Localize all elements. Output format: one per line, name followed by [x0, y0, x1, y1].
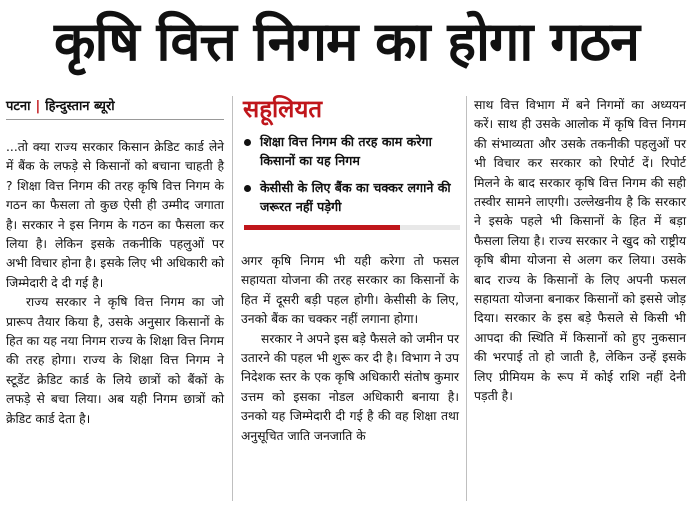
- byline: [6, 96, 115, 114]
- article-column-1: [6, 138, 224, 429]
- highlight-text: शिक्षा वित्त निगम की तरह काम करेगा किसानों का यह निगम: [260, 134, 432, 168]
- article-paragraph: ...तो क्या राज्य सरकार किसान क्रेडिट कार्ड लेने में बैंक के लफड़े से किसानों को बचाना चाहती है ? शिक्षा वित्त निगम की तरह कृषि वित्त निगम के गठन का फैसला तो कुछ ऐसी ही उम्मीद जगाता है। सरकार ने इस निगम के गठन का फैसला कर लिया है। लेकिन इसके तकनीकि पहलुओं पर अभी विचार होना है। इसके लिए भी अधिकारी को जिम्मेदारी दे दी गई है।: [6, 140, 224, 290]
- sidebar-highlights: [244, 132, 458, 224]
- sidebar-rule: [244, 225, 460, 230]
- article-column-3: [474, 96, 686, 407]
- byline-rule: [6, 119, 224, 120]
- headline: कृषि वित्त निगम का होगा गठन: [54, 10, 639, 73]
- article-paragraph: अगर कृषि निगम भी यही करेगा तो फसल सहायता योजना की तरह सरकार का किसानों के हित में दूसरी बड़ी पहल होगी। केसीसी के लिए, उनको बैंक का चक्कर नहीं लगाना होगा।: [241, 254, 459, 327]
- column-divider: [232, 96, 233, 501]
- bullet-icon: [244, 185, 251, 192]
- highlight-item: [244, 178, 458, 216]
- article-paragraph: राज्य सरकार ने कृषि वित्त निगम का जो प्रारूप तैयार किया है, उसके अनुसार किसानों के हित का यह नया निगम राज्य के शिक्षा वित्त निगम की तरह होगा। राज्य के शिक्षा वित्त निगम ने स्टूडेंट क्रेडिट कार्ड के लिये छात्रों को बैंकों के लफड़े से बचा लिया। अब यही निगम छात्रों को क्रेडिट कार्ड देता है।: [6, 295, 224, 426]
- column-divider: [466, 96, 467, 501]
- article-paragraph: साथ वित्त विभाग में बने निगमों का अध्ययन करें। साथ ही उसके आलोक में कृषि वित्त निगम की संभाव्यता और उसके तकनीकी पहलुओं पर भी विचार कर सरकार को रिपोर्ट दें। रिपोर्ट मिलने के बाद सरकार कृषि वित्त निगम की सही तस्वीर सामने लाएगी। उल्लेखनीय है कि सरकार ने इसके पहले भी किसानों के हित में बड़ा फैसला लिया है। राज्य सरकार ने खुद को राष्ट्रीय कृषि बीमा योजना से अलग कर लिया। उसके बाद राज्य के किसानों के लिए अपनी फसल सहायता योजना बनाकर किसानों को इससे जोड़ दिया। सरकार के इस बड़े फैसले से किसी भी आपदा की स्थिति में किसानों को हुए नुकसान की भरपाई तो हो जाती है, लेकिन उन्हें इसके लिए प्रीमियम के रूप में कोई राशि नहीं देनी पड़ती है।: [474, 98, 686, 404]
- byline-city: पटना: [6, 99, 31, 114]
- bullet-icon: [244, 139, 251, 146]
- byline-separator: |: [35, 99, 41, 114]
- sidebar-title: सहूलियत: [243, 95, 323, 123]
- highlight-item: [244, 132, 458, 170]
- article-column-2: [241, 252, 459, 446]
- highlight-text: केसीसी के लिए बैंक का चक्कर लगाने की जरूरत नहीं पड़ेगी: [260, 180, 451, 214]
- byline-bureau: हिन्दुस्तान ब्यूरो: [45, 99, 115, 114]
- article-paragraph: सरकार ने अपने इस बड़े फैसले को जमीन पर उतारने की पहल भी शुरू कर दी है। विभाग ने उप निदेशक स्तर के एक कृषि अधिकारी संतोष कुमार उत्तम को इसका नोडल अधिकारी बनाया है। उनको यह जिम्मेदारी दी गई है की वह शिक्षा तथा अनुसूचित जाति जनजाति के: [241, 331, 459, 443]
